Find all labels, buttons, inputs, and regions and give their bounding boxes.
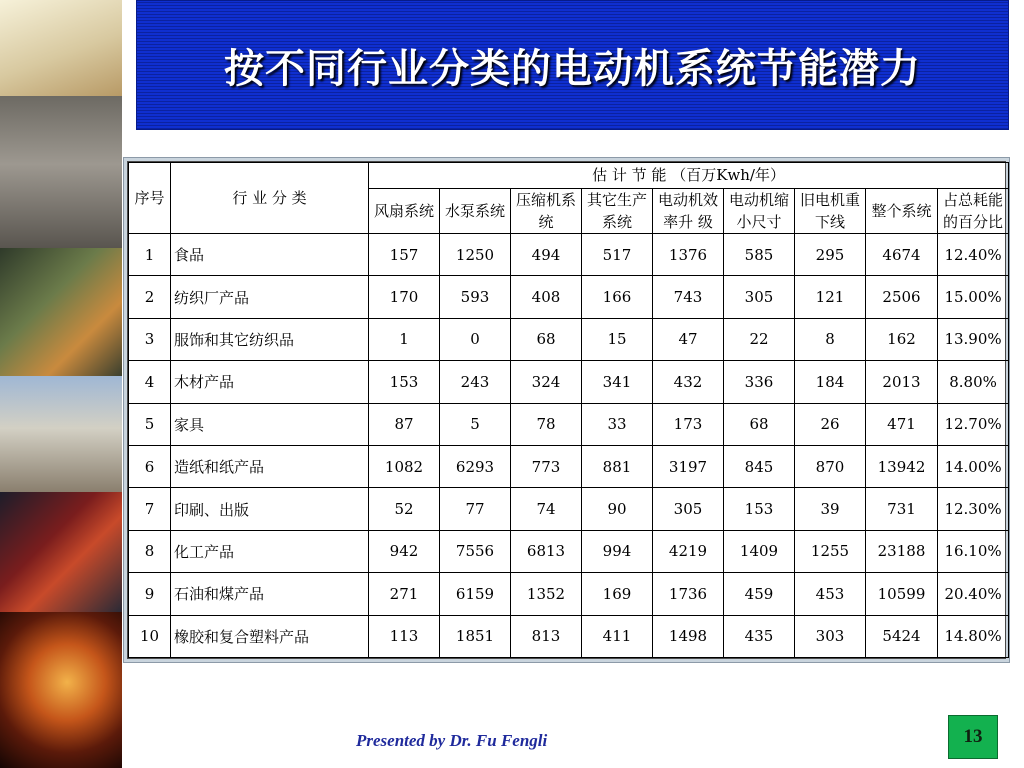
industry-cell: 纺织厂产品: [171, 276, 369, 318]
table-row: [129, 234, 1009, 276]
value-cell: 20.40%: [938, 573, 1009, 615]
industry-cell: 服饰和其它纺织品: [171, 318, 369, 360]
value-cell: 453: [795, 573, 866, 615]
value-cell: 12.40%: [938, 234, 1009, 276]
value-cell: 153: [724, 488, 795, 530]
table-row: [129, 530, 1009, 572]
header-pump-system: 水泵系统: [440, 189, 511, 234]
value-cell: 2506: [866, 276, 938, 318]
value-cell: 1352: [511, 573, 582, 615]
value-cell: 408: [511, 276, 582, 318]
value-cell: 8.80%: [938, 361, 1009, 403]
baby-computer-photo: [0, 0, 122, 96]
row-number-cell: 3: [129, 318, 171, 360]
value-cell: 39: [795, 488, 866, 530]
value-cell: 5424: [866, 615, 938, 657]
value-cell: 271: [369, 573, 440, 615]
value-cell: 4674: [866, 234, 938, 276]
row-number-cell: 4: [129, 361, 171, 403]
industry-cell: 印刷、出版: [171, 488, 369, 530]
decorative-photo-strip: [0, 0, 122, 768]
value-cell: 68: [724, 403, 795, 445]
table-body: [129, 234, 1009, 658]
table-row: [129, 361, 1009, 403]
value-cell: 6293: [440, 445, 511, 487]
industry-cell: 木材产品: [171, 361, 369, 403]
value-cell: 994: [582, 530, 653, 572]
value-cell: 1736: [653, 573, 724, 615]
table-row: [129, 615, 1009, 657]
value-cell: 77: [440, 488, 511, 530]
row-number-cell: 1: [129, 234, 171, 276]
header-other-production-system: 其它生产系统: [582, 189, 653, 234]
value-cell: 305: [724, 276, 795, 318]
value-cell: 153: [369, 361, 440, 403]
value-cell: 169: [582, 573, 653, 615]
value-cell: 52: [369, 488, 440, 530]
value-cell: 1409: [724, 530, 795, 572]
value-cell: 8: [795, 318, 866, 360]
value-cell: 157: [369, 234, 440, 276]
value-cell: 303: [795, 615, 866, 657]
value-cell: 942: [369, 530, 440, 572]
value-cell: 459: [724, 573, 795, 615]
table-frame: [123, 157, 1010, 663]
value-cell: 411: [582, 615, 653, 657]
header-motor-efficiency-upgrade: 电动机效率升 级: [653, 189, 724, 234]
value-cell: 593: [440, 276, 511, 318]
value-cell: 517: [582, 234, 653, 276]
value-cell: 336: [724, 361, 795, 403]
value-cell: 14.80%: [938, 615, 1009, 657]
value-cell: 5: [440, 403, 511, 445]
globe-photo: [0, 612, 122, 768]
header-group: 估 计 节 能 （百万Kwh/年）: [369, 163, 1009, 189]
value-cell: 731: [866, 488, 938, 530]
industry-cell: 家具: [171, 403, 369, 445]
value-cell: 1: [369, 318, 440, 360]
value-cell: 243: [440, 361, 511, 403]
value-cell: 121: [795, 276, 866, 318]
value-cell: 845: [724, 445, 795, 487]
row-number-cell: 5: [129, 403, 171, 445]
value-cell: 305: [653, 488, 724, 530]
business-handshake-photo: [0, 96, 122, 248]
value-cell: 6159: [440, 573, 511, 615]
value-cell: 16.10%: [938, 530, 1009, 572]
value-cell: 15.00%: [938, 276, 1009, 318]
value-cell: 0: [440, 318, 511, 360]
table-row: [129, 445, 1009, 487]
header-row-1: [129, 163, 1009, 189]
value-cell: 87: [369, 403, 440, 445]
header-compressor-system: 压缩机系统: [511, 189, 582, 234]
table-row: [129, 318, 1009, 360]
row-number-cell: 8: [129, 530, 171, 572]
value-cell: 90: [582, 488, 653, 530]
value-cell: 870: [795, 445, 866, 487]
value-cell: 13.90%: [938, 318, 1009, 360]
page-number-badge: 13: [948, 715, 998, 759]
value-cell: 74: [511, 488, 582, 530]
value-cell: 15: [582, 318, 653, 360]
value-cell: 3197: [653, 445, 724, 487]
table-row: [129, 403, 1009, 445]
row-number-cell: 2: [129, 276, 171, 318]
value-cell: 4219: [653, 530, 724, 572]
value-cell: 166: [582, 276, 653, 318]
row-number-cell: 6: [129, 445, 171, 487]
title-banner: [136, 0, 1009, 130]
value-cell: 14.00%: [938, 445, 1009, 487]
header-percent-of-total: 占总耗能的百分比: [938, 189, 1009, 234]
electric-motor-photo: [0, 492, 122, 612]
table-row: [129, 573, 1009, 615]
header-motor-downsizing: 电动机缩小尺寸: [724, 189, 795, 234]
value-cell: 13942: [866, 445, 938, 487]
cables-photo: [0, 248, 122, 376]
train-photo: [0, 376, 122, 492]
value-cell: 6813: [511, 530, 582, 572]
table-row: [129, 488, 1009, 530]
value-cell: 881: [582, 445, 653, 487]
value-cell: 1082: [369, 445, 440, 487]
value-cell: 68: [511, 318, 582, 360]
value-cell: 184: [795, 361, 866, 403]
table-container: [127, 161, 1006, 659]
header-no: 序号: [129, 163, 171, 234]
industry-cell: 化工产品: [171, 530, 369, 572]
value-cell: 23188: [866, 530, 938, 572]
industry-cell: 橡胶和复合塑料产品: [171, 615, 369, 657]
value-cell: 341: [582, 361, 653, 403]
value-cell: 1255: [795, 530, 866, 572]
value-cell: 173: [653, 403, 724, 445]
value-cell: 432: [653, 361, 724, 403]
row-number-cell: 10: [129, 615, 171, 657]
value-cell: 1851: [440, 615, 511, 657]
value-cell: 22: [724, 318, 795, 360]
value-cell: 12.30%: [938, 488, 1009, 530]
value-cell: 10599: [866, 573, 938, 615]
value-cell: 1376: [653, 234, 724, 276]
header-fan-system: 风扇系统: [369, 189, 440, 234]
industry-cell: 造纸和纸产品: [171, 445, 369, 487]
row-number-cell: 9: [129, 573, 171, 615]
value-cell: 7556: [440, 530, 511, 572]
presenter-credit: Presented by Dr. Fu Fengli: [356, 731, 548, 750]
value-cell: 435: [724, 615, 795, 657]
header-industry: 行 业 分 类: [171, 163, 369, 234]
value-cell: 585: [724, 234, 795, 276]
value-cell: 162: [866, 318, 938, 360]
slide-title: 按不同行业分类的电动机系统节能潜力: [224, 45, 921, 92]
value-cell: 773: [511, 445, 582, 487]
value-cell: 47: [653, 318, 724, 360]
value-cell: 33: [582, 403, 653, 445]
value-cell: 12.70%: [938, 403, 1009, 445]
value-cell: 2013: [866, 361, 938, 403]
row-number-cell: 7: [129, 488, 171, 530]
value-cell: 113: [369, 615, 440, 657]
header-whole-system: 整个系统: [866, 189, 938, 234]
value-cell: 471: [866, 403, 938, 445]
value-cell: 813: [511, 615, 582, 657]
value-cell: 26: [795, 403, 866, 445]
value-cell: 78: [511, 403, 582, 445]
value-cell: 324: [511, 361, 582, 403]
value-cell: 1250: [440, 234, 511, 276]
energy-saving-table: [128, 162, 1009, 658]
industry-cell: 食品: [171, 234, 369, 276]
value-cell: 1498: [653, 615, 724, 657]
value-cell: 494: [511, 234, 582, 276]
value-cell: 170: [369, 276, 440, 318]
table-row: [129, 276, 1009, 318]
value-cell: 743: [653, 276, 724, 318]
header-old-motor-rewind: 旧电机重下线: [795, 189, 866, 234]
industry-cell: 石油和煤产品: [171, 573, 369, 615]
value-cell: 295: [795, 234, 866, 276]
